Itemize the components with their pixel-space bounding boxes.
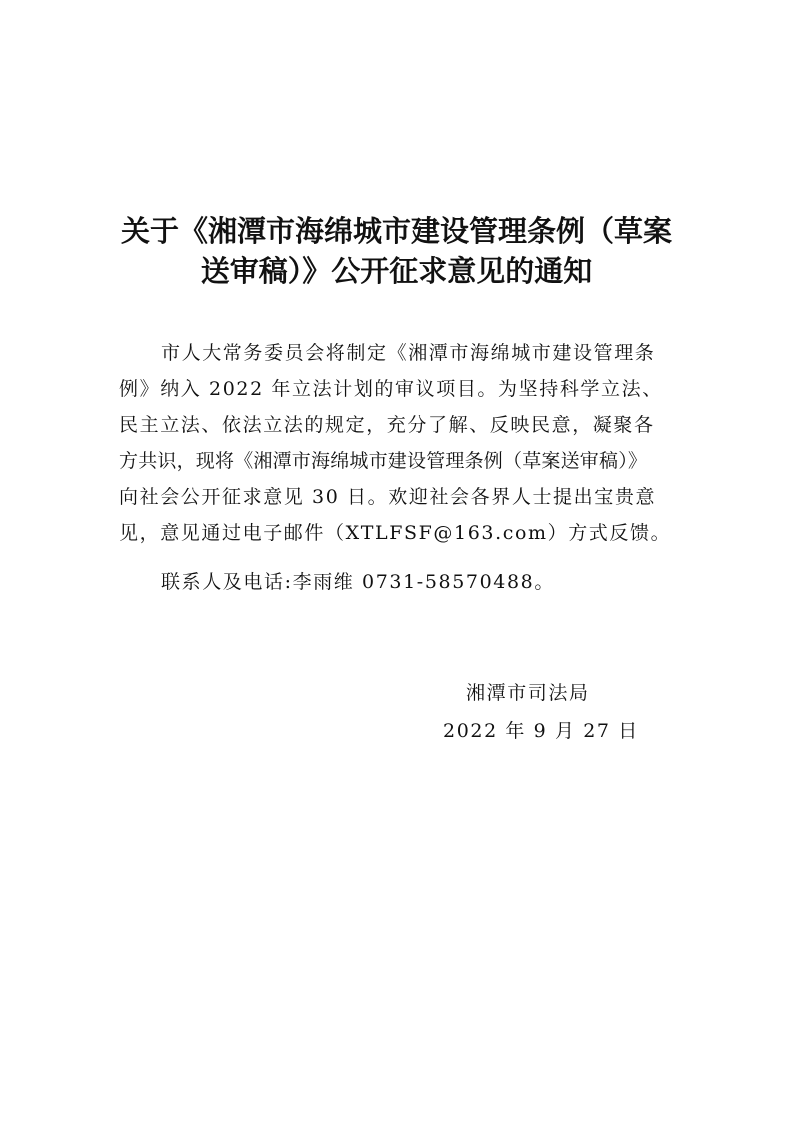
document-title-line-2: 送审稿）》公开征求意见的通知	[200, 254, 593, 288]
signature-date: 2022 年 9 月 27 日	[443, 720, 639, 742]
body-paragraph-line-5: 向社会公开征求意见 30 日。欢迎社会各界人士提出宝贵意	[119, 486, 657, 508]
body-paragraph-line-2: 例》纳入 2022 年立法计划的审议项目。为坚持科学立法、	[119, 378, 663, 400]
body-paragraph-line-1: 市人大常务委员会将制定《湘潭市海绵城市建设管理条	[161, 342, 656, 364]
document-title-line-1: 关于《湘潭市海绵城市建设管理条例（草案	[120, 214, 672, 248]
body-paragraph-line-4: 方共识，现将《湘潭市海绵城市建设管理条例（草案送审稿）》	[119, 450, 648, 472]
signature-organization: 湘潭市司法局	[466, 682, 590, 704]
body-paragraph-line-3: 民主立法、依法立法的规定，充分了解、反映民意，凝聚各	[119, 414, 655, 436]
contact-line: 联系人及电话:李雨维 0731-58570488。	[161, 571, 555, 593]
body-paragraph-line-6: 见，意见通过电子邮件（XTLFSF@163.com）方式反馈。	[119, 522, 672, 544]
